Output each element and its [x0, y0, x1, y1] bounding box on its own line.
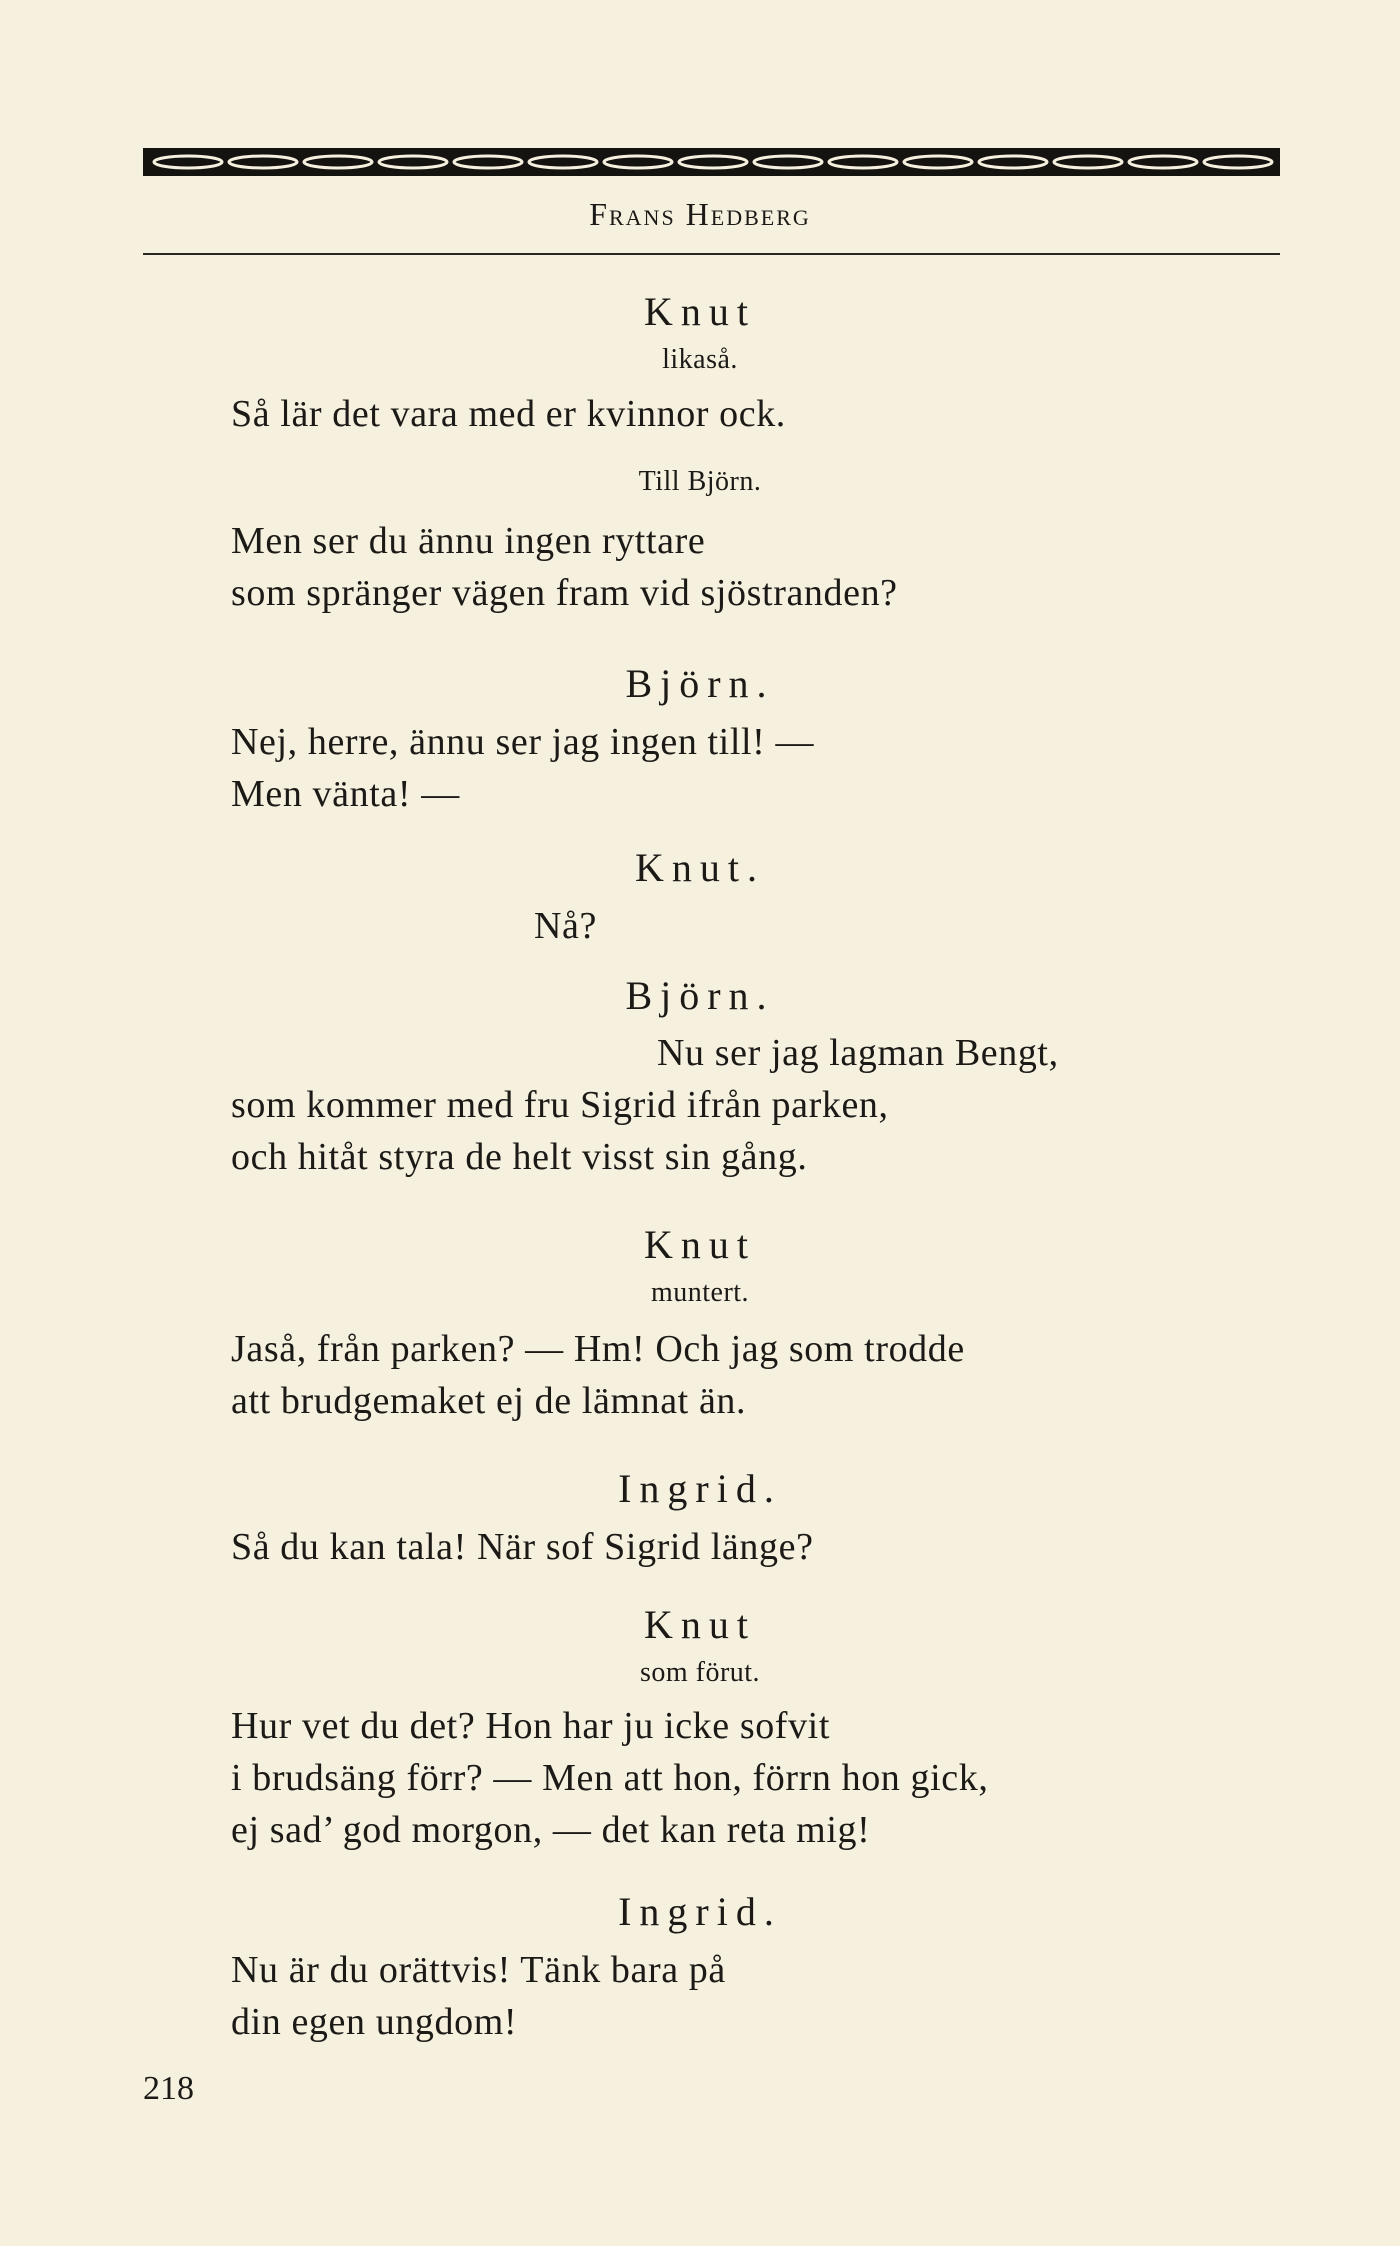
speaker-label: Ingrid. — [618, 1889, 782, 1934]
verse-line: som spränger vägen fram vid sjöstranden? — [231, 572, 898, 614]
stage-direction: likaså. — [662, 344, 738, 375]
verse-line: som kommer med fru Sigrid ifrån parken, — [231, 1084, 889, 1126]
verse-line: Nej, herre, ännu ser jag ingen till! — — [231, 721, 815, 763]
chain-border-ornament — [143, 140, 1280, 184]
speaker-label: Ingrid. — [618, 1466, 782, 1511]
header-rule — [143, 253, 1280, 255]
verse-line: och hitåt styra de helt visst sin gång. — [231, 1136, 808, 1178]
verse-line: att brudgemaket ej de lämnat än. — [231, 1380, 747, 1422]
verse-line: Så lär det vara med er kvinnor ock. — [231, 393, 786, 435]
verse-line: Hur vet du det? Hon har ju icke sofvit — [231, 1705, 830, 1747]
verse-line: Men ser du ännu ingen ryttare — [231, 520, 706, 562]
stage-direction: som förut. — [639, 1657, 761, 1688]
verse-line: i brudsäng förr? — Men att hon, förrn hon gick, — [231, 1757, 989, 1799]
verse-line: Nu ser jag lagman Bengt, — [657, 1032, 1059, 1074]
verse-line: ej sad’ god morgon, — det kan reta mig! — [231, 1809, 871, 1851]
page-number: 218 — [143, 2070, 194, 2107]
speaker-label: Knut — [644, 1602, 756, 1647]
speaker-label: Björn. — [625, 661, 775, 706]
speaker-label: Knut — [644, 1222, 756, 1267]
stage-direction: Till Björn. — [638, 466, 762, 497]
stage-direction: muntert. — [650, 1277, 750, 1308]
verse-line: Nå? — [534, 905, 597, 947]
verse-line: Nu är du orättvis! Tänk bara på — [231, 1949, 726, 1991]
verse-line: Men vänta! — — [231, 773, 460, 815]
verse-line: Så du kan tala! När sof Sigrid länge? — [231, 1526, 814, 1568]
running-head: Frans Hedberg — [589, 196, 811, 232]
speaker-label: Knut. — [635, 845, 765, 890]
speaker-label: Knut — [644, 289, 756, 334]
verse-line: Jaså, från parken? — Hm! Och jag som trodde — [231, 1328, 965, 1370]
speaker-label: Björn. — [625, 973, 775, 1018]
verse-line: din egen ungdom! — [231, 2001, 518, 2043]
